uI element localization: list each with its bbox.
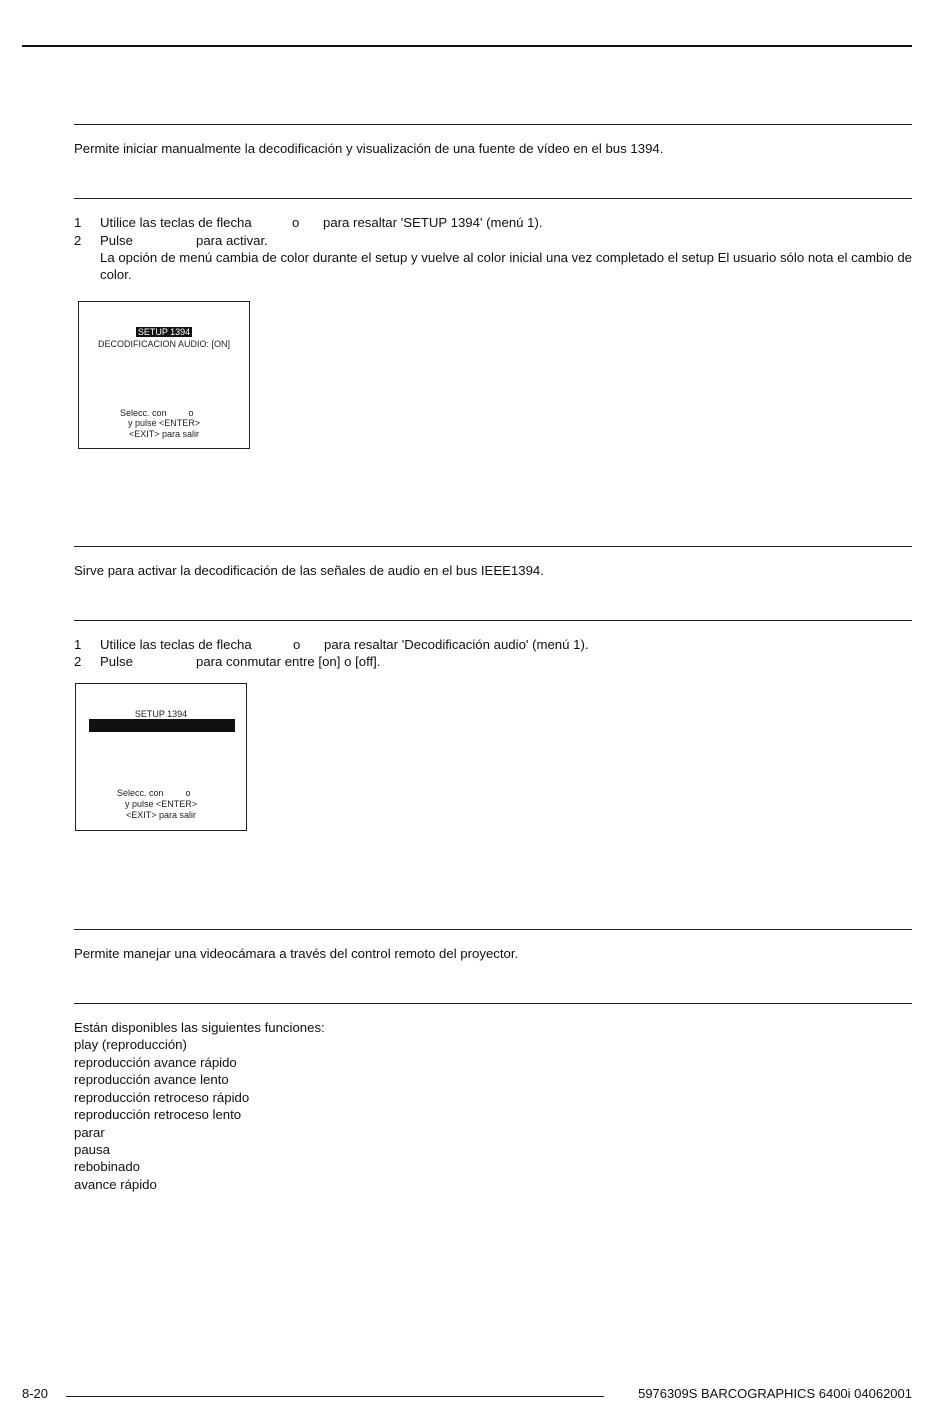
menu-title-row	[79, 327, 249, 338]
function-item: parar	[74, 1125, 105, 1140]
menu-screen-audio	[75, 683, 247, 831]
step-text: para conmutar entre [on] o [off].	[196, 654, 381, 669]
function-item: rebobinado	[74, 1159, 140, 1174]
function-item: reproducción avance lento	[74, 1072, 229, 1087]
step-text: para resaltar 'Decodificación audio' (menú 1).	[324, 637, 589, 652]
step-number: 2	[74, 654, 82, 669]
section1-steps-rule	[74, 198, 912, 199]
top-rule	[22, 45, 912, 47]
step-text: para resaltar 'SETUP 1394' (menú 1).	[323, 215, 543, 230]
step-text: para activar.	[196, 233, 268, 248]
step-text: Utilice las teclas de flecha	[100, 637, 252, 652]
function-item: pausa	[74, 1142, 110, 1157]
step-number: 1	[74, 637, 82, 652]
function-item: play (reproducción)	[74, 1037, 187, 1052]
menu-help-or: o	[185, 788, 191, 798]
menu-help-enter: y pulse <ENTER>	[127, 418, 201, 428]
section2-rule	[74, 546, 912, 547]
menu-help-exit: <EXIT> para salir	[125, 810, 197, 820]
menu-screen-setup	[78, 301, 250, 449]
step-text: Utilice las teclas de flecha	[100, 215, 252, 230]
menu-help-text: Selecc. con	[120, 408, 167, 418]
section3-description: Permite manejar una videocámara a través del control remoto del proyector.	[74, 946, 519, 961]
step-text: Pulse	[100, 233, 133, 248]
menu-title: SETUP 1394	[134, 709, 188, 719]
function-item: reproducción retroceso lento	[74, 1107, 242, 1122]
function-item: reproducción retroceso rápido	[74, 1090, 250, 1105]
functions-intro: Están disponibles las siguientes funciones:	[74, 1020, 325, 1035]
menu-item: DECODIFICACION AUDIO: [ON]	[97, 339, 230, 349]
section1-rule	[74, 124, 912, 125]
section2-description: Sirve para activar la decodificación de las señales de audio en el bus IEEE1394.	[74, 563, 544, 578]
menu-help-or: o	[188, 408, 194, 418]
step-text: Pulse	[100, 654, 133, 669]
step-number: 1	[74, 215, 82, 230]
menu-help-text: Selecc. con	[117, 788, 164, 798]
step-text-or: o	[293, 637, 301, 652]
step-number: 2	[74, 233, 82, 248]
menu-help-line	[120, 408, 194, 419]
page-number: 8-20	[22, 1386, 49, 1401]
menu-title-highlighted: SETUP 1394	[137, 327, 191, 337]
menu-help-line	[117, 788, 191, 799]
footer-rule	[66, 1396, 604, 1397]
section1-description: Permite iniciar manualmente la decodificación y visualización de una fuente de vídeo en el bus 1394.	[74, 141, 664, 156]
function-item: avance rápido	[74, 1177, 157, 1192]
section1-note: La opción de menú cambia de color durante el setup y vuelve al color inicial una vez completado el setup El usuario sólo nota el cambio de color.	[100, 250, 912, 283]
menu-selection-bar	[89, 719, 235, 732]
function-item: reproducción avance rápido	[74, 1055, 237, 1070]
section2-steps-rule	[74, 620, 912, 621]
menu-help-enter: y pulse <ENTER>	[124, 799, 198, 809]
section3-list-rule	[74, 1003, 912, 1004]
section3-rule	[74, 929, 912, 930]
document-code: 5976309S BARCOGRAPHICS 6400i 04062001	[638, 1386, 912, 1401]
menu-help-exit: <EXIT> para salir	[128, 429, 200, 439]
step-text-or: o	[292, 215, 300, 230]
